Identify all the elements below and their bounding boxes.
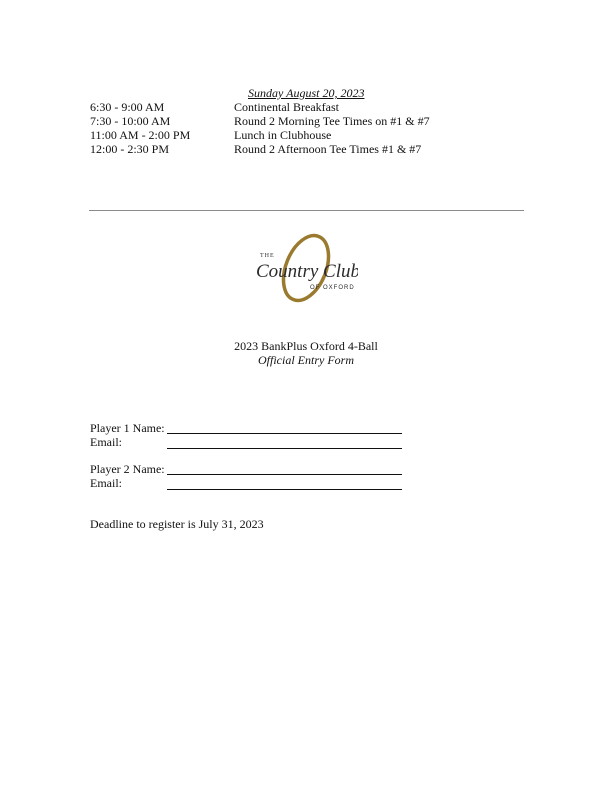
player2-email-label: Email: — [90, 476, 122, 490]
player2-email-field[interactable] — [167, 489, 402, 490]
player1-email-label: Email: — [90, 435, 122, 449]
form-title: Official Entry Form — [258, 353, 354, 367]
schedule-event: Round 2 Morning Tee Times on #1 & #7 — [234, 114, 430, 128]
schedule-time: 12:00 - 2:30 PM — [90, 142, 170, 156]
schedule-time: 7:30 - 10:00 AM — [90, 114, 171, 128]
player1-email-field[interactable] — [167, 448, 402, 449]
country-club-logo — [254, 232, 358, 308]
schedule-event: Lunch in Clubhouse — [234, 128, 332, 142]
registration-deadline: Deadline to register is July 31, 2023 — [90, 517, 264, 531]
schedule-date-heading: Sunday August 20, 2023 — [248, 86, 365, 100]
svg-text:THE: THE — [260, 253, 275, 259]
schedule-time: 11:00 AM - 2:00 PM — [90, 128, 191, 142]
player2-name-field[interactable] — [167, 474, 402, 475]
horizontal-divider — [89, 210, 524, 211]
svg-text:OF OXFORD: OF OXFORD — [310, 285, 355, 291]
schedule-row — [90, 128, 550, 142]
schedule-row — [90, 100, 550, 114]
player2-name-label: Player 2 Name: — [90, 462, 165, 476]
country-club-logo-icon — [254, 232, 358, 308]
schedule-row — [90, 142, 550, 156]
player1-name-label: Player 1 Name: — [90, 421, 165, 435]
player1-name-field[interactable] — [167, 433, 402, 434]
schedule-time: 6:30 - 9:00 AM — [90, 100, 165, 114]
tournament-name: 2023 BankPlus Oxford 4-Ball — [234, 339, 378, 353]
svg-text:Country Club: Country Club — [256, 261, 358, 282]
schedule-row — [90, 114, 550, 128]
schedule-event: Round 2 Afternoon Tee Times #1 & #7 — [234, 142, 422, 156]
schedule-event: Continental Breakfast — [234, 100, 339, 114]
